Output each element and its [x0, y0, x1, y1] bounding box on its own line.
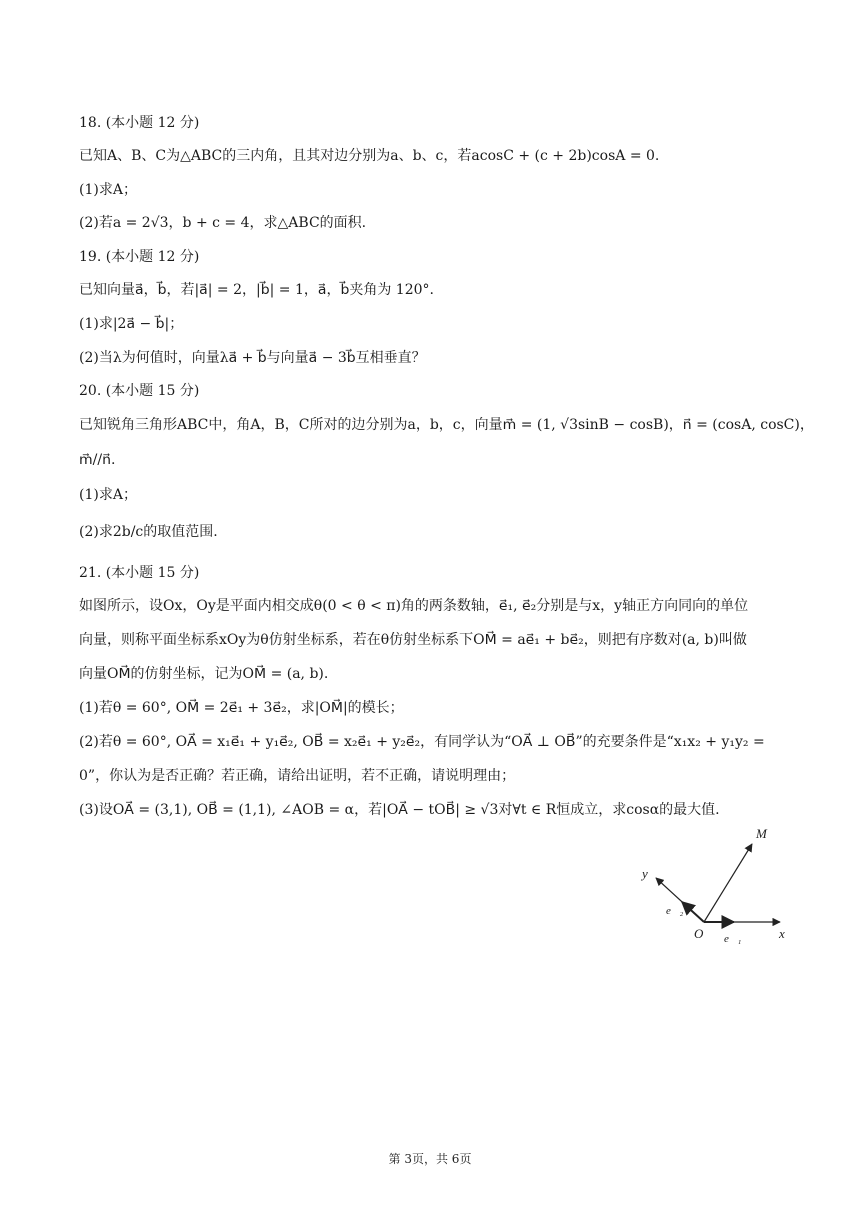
problem-21-part-3: (3)设OA⃗ = (3,1), OB⃗ = (1,1), ∠AOB = α，若|OA⃗ − tOB⃗| ≥ √3对∀t ∈ R恒成立，求cosα的最大值.	[79, 802, 720, 818]
affine-coordinate-figure	[632, 820, 802, 950]
label-e2: e⃗₂	[666, 905, 684, 917]
page-footer: 第 3页，共 6页	[388, 1152, 472, 1166]
problem-21-part-2-cont: 0”，你认为是否正确？若正确，请给出证明，若不正确，请说明理由；	[79, 768, 516, 784]
problem-19-statement: 已知向量a⃗，b⃗，若|a⃗| = 2，|b⃗| = 1，a⃗，b⃗夹角为 120°.	[79, 282, 434, 298]
label-e1: e⃗₁	[724, 933, 742, 945]
problem-19-part-1: (1)求|2a⃗ − b⃗|；	[79, 316, 184, 332]
vector-om	[704, 844, 752, 922]
problem-21-part-2: (2)若θ = 60°, OA⃗ = x₁e⃗₁ + y₁e⃗₂, OB⃗ = x₂e⃗₁ + y₂e⃗₂，有同学认为“OA⃗ ⊥ OB⃗”的充要条件是“x₁x₂ + y₁y₂ =	[79, 734, 765, 750]
label-x: x	[779, 926, 785, 941]
problem-21-header: 21. (本小题 15 分)	[79, 565, 200, 581]
problem-20-statement: 已知锐角三角形ABC中，角A，B，C所对的边分别为a，b，c，向量m⃗ = (1, √3sinB − cosB)，n⃗ = (cosA, cosC)，	[79, 417, 814, 433]
problem-21-statement-1: 如图所示，设Ox，Oy是平面内相交成θ(0 < θ < π)角的两条数轴，e⃗₁, e⃗₂分别是与x，y轴正方向同向的单位	[79, 598, 749, 614]
label-y: y	[642, 866, 648, 881]
problem-21-statement-2: 向量，则称平面坐标系xOy为θ仿射坐标系，若在θ仿射坐标系下OM⃗ = ae⃗₁ + be⃗₂，则把有序数对(a, b)叫做	[79, 632, 747, 648]
vector-e2	[682, 902, 704, 922]
problem-21-statement-3: 向量OM⃗的仿射坐标，记为OM⃗ = (a, b).	[79, 666, 329, 682]
problem-18-header: 18. (本小题 12 分)	[79, 115, 200, 131]
label-m: M	[756, 826, 767, 841]
problem-18-statement: 已知A、B、C为△ABC的三内角，且其对边分别为a、b、c，若acosC + (c + 2b)cosA = 0.	[79, 148, 660, 164]
problem-20-header: 20. (本小题 15 分)	[79, 383, 200, 399]
problem-21-part-1: (1)若θ = 60°, OM⃗ = 2e⃗₁ + 3e⃗₂，求|OM⃗|的模长；	[79, 700, 404, 716]
label-o: O	[694, 926, 704, 941]
problem-20-statement-cont: m⃗//n⃗.	[79, 452, 116, 468]
problem-20-part-2: (2)求2b/c的取值范围.	[79, 524, 218, 540]
problem-19-header: 19. (本小题 12 分)	[79, 249, 200, 265]
problem-20-part-1: (1)求A；	[79, 487, 137, 503]
problem-19-part-2: (2)当λ为何值时，向量λa⃗ + b⃗与向量a⃗ − 3b⃗互相垂直？	[79, 350, 426, 366]
problem-18-part-2: (2)若a = 2√3，b + c = 4，求△ABC的面积.	[79, 215, 367, 231]
problem-18-part-1: (1)求A；	[79, 182, 137, 198]
